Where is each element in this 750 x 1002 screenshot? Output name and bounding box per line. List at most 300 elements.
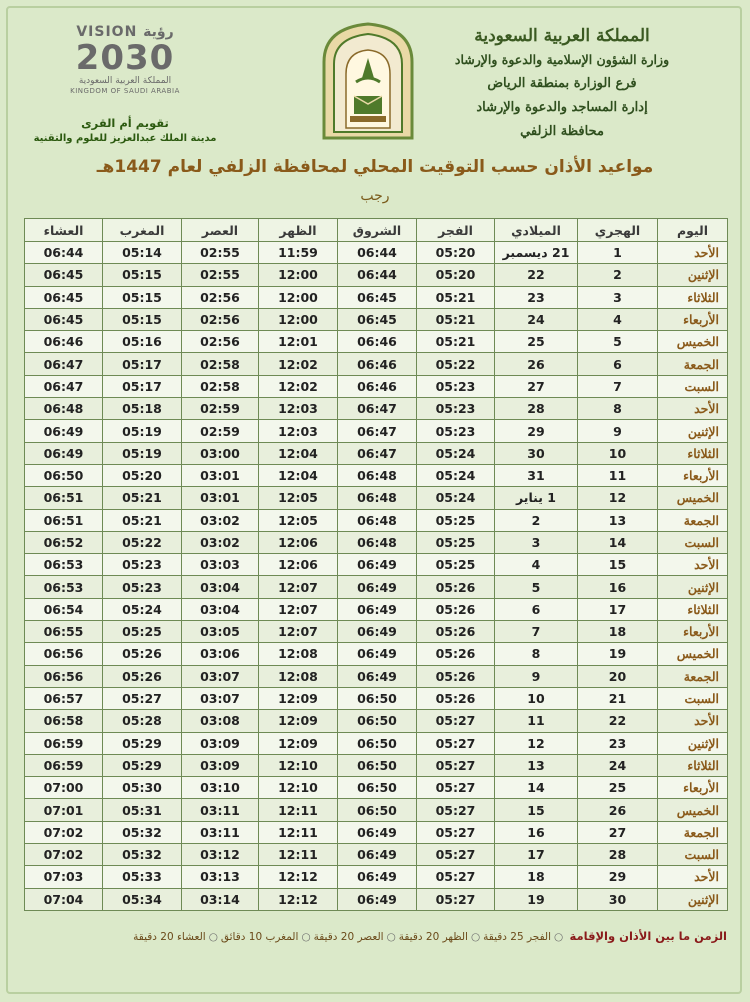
table-cell: 8 (495, 643, 578, 665)
table-cell: 12:04 (259, 442, 338, 464)
table-cell: 05:27 (417, 710, 495, 732)
table-cell: 9 (578, 420, 658, 442)
table-cell: 30 (495, 442, 578, 464)
table-cell: 16 (578, 576, 658, 598)
table-cell: 05:25 (417, 509, 495, 531)
vision-year: 2030 (75, 38, 175, 78)
day-cell: الخميس (658, 487, 728, 509)
table-cell: 5 (578, 331, 658, 353)
table-cell: 05:25 (417, 554, 495, 576)
table-row (25, 732, 728, 754)
table-cell: 6 (578, 353, 658, 375)
table-cell: 06:45 (25, 264, 103, 286)
table-cell: 05:26 (103, 643, 182, 665)
table-cell: 05:27 (417, 844, 495, 866)
table-cell: 12:10 (259, 777, 338, 799)
table-cell: 06:58 (25, 710, 103, 732)
day-cell: الأربعاء (658, 464, 728, 486)
table-cell: 06:50 (338, 687, 417, 709)
table-cell: 05:26 (417, 643, 495, 665)
table-cell: 02:59 (182, 398, 259, 420)
table-cell: 06:49 (338, 821, 417, 843)
table-cell: 16 (495, 821, 578, 843)
table-cell: 12:09 (259, 687, 338, 709)
table-cell: 05:27 (417, 888, 495, 910)
table-cell: 11 (495, 710, 578, 732)
table-cell: 05:31 (103, 799, 182, 821)
table-cell: 02:59 (182, 420, 259, 442)
ministry-emblem-icon (318, 22, 418, 140)
table-cell: 06:47 (338, 398, 417, 420)
table-cell: 02:56 (182, 331, 259, 353)
table-cell: 05:17 (103, 353, 182, 375)
table-cell: 05:26 (103, 665, 182, 687)
table-cell: 05:20 (417, 242, 495, 264)
table-cell: 11 (578, 464, 658, 486)
vision-english: KINGDOM OF SAUDI ARABIA (70, 87, 180, 95)
table-cell: 03:14 (182, 888, 259, 910)
table-cell: 05:18 (103, 398, 182, 420)
table-row (25, 308, 728, 330)
table-cell: 07:04 (25, 888, 103, 910)
day-cell: الجمعة (658, 821, 728, 843)
table-cell: 06:59 (25, 754, 103, 776)
table-cell: 21 ديسمبر (495, 242, 578, 264)
table-cell: 05:34 (103, 888, 182, 910)
table-cell: 2 (578, 264, 658, 286)
day-cell: الثلاثاء (658, 598, 728, 620)
table-cell: 03:02 (182, 531, 259, 553)
table-cell: 27 (578, 821, 658, 843)
table-cell: 03:10 (182, 777, 259, 799)
table-cell: 21 (578, 687, 658, 709)
table-cell: 06:49 (338, 888, 417, 910)
table-cell: 05:26 (417, 598, 495, 620)
table-cell: 05:22 (417, 353, 495, 375)
vision-2030-logo (60, 24, 190, 104)
column-header: الميلادي (495, 219, 578, 242)
separator-icon: ○ (301, 931, 311, 943)
day-cell: الخميس (658, 331, 728, 353)
table-cell: 05:17 (103, 375, 182, 397)
day-cell: الثلاثاء (658, 286, 728, 308)
table-cell: 03:04 (182, 598, 259, 620)
table-cell: 03:07 (182, 665, 259, 687)
table-row (25, 398, 728, 420)
table-row (25, 509, 728, 531)
table-cell: 03:05 (182, 621, 259, 643)
table-cell: 05:27 (417, 732, 495, 754)
table-cell: 05:23 (417, 398, 495, 420)
table-cell: 14 (578, 531, 658, 553)
table-cell: 05:27 (417, 754, 495, 776)
table-cell: 18 (495, 866, 578, 888)
column-header: المغرب (103, 219, 182, 242)
table-cell: 05:23 (417, 420, 495, 442)
table-cell: 02:58 (182, 353, 259, 375)
table-cell: 05:23 (417, 375, 495, 397)
day-cell: الخميس (658, 643, 728, 665)
table-cell: 03:02 (182, 509, 259, 531)
table-cell: 15 (495, 799, 578, 821)
table-cell: 29 (578, 866, 658, 888)
table-cell: 06:47 (25, 353, 103, 375)
table-cell: 06:55 (25, 621, 103, 643)
day-cell: الأحد (658, 554, 728, 576)
table-cell: 3 (578, 286, 658, 308)
table-cell: 07:02 (25, 844, 103, 866)
iqama-item: المغرب 10 دقائق (220, 931, 299, 943)
table-cell: 1 يناير (495, 487, 578, 509)
table-cell: 05:20 (103, 464, 182, 486)
table-cell: 30 (578, 888, 658, 910)
table-cell: 06:48 (338, 464, 417, 486)
day-cell: الثلاثاء (658, 754, 728, 776)
table-cell: 05:26 (417, 687, 495, 709)
table-cell: 05:20 (417, 264, 495, 286)
table-cell: 12:10 (259, 754, 338, 776)
table-cell: 03:09 (182, 754, 259, 776)
table-cell: 20 (578, 665, 658, 687)
table-cell: 05:27 (417, 821, 495, 843)
day-cell: السبت (658, 531, 728, 553)
column-header: الظهر (259, 219, 338, 242)
table-cell: 4 (578, 308, 658, 330)
table-row (25, 687, 728, 709)
table-cell: 02:56 (182, 308, 259, 330)
table-cell: 06:46 (338, 353, 417, 375)
day-cell: الإثنين (658, 420, 728, 442)
table-cell: 05:23 (103, 554, 182, 576)
table-cell: 12:06 (259, 531, 338, 553)
table-row (25, 264, 728, 286)
table-cell: 28 (495, 398, 578, 420)
table-row (25, 888, 728, 910)
table-cell: 8 (578, 398, 658, 420)
day-cell: الأحد (658, 242, 728, 264)
table-cell: 12:06 (259, 554, 338, 576)
table-cell: 23 (578, 732, 658, 754)
table-cell: 7 (578, 375, 658, 397)
header (0, 0, 750, 160)
table-cell: 07:02 (25, 821, 103, 843)
table-cell: 12:08 (259, 665, 338, 687)
column-header: الشروق (338, 219, 417, 242)
table-cell: 05:29 (103, 732, 182, 754)
column-header: العشاء (25, 219, 103, 242)
table-cell: 05:26 (417, 665, 495, 687)
table-cell: 06:52 (25, 531, 103, 553)
column-header: الهجري (578, 219, 658, 242)
table-cell: 12:00 (259, 286, 338, 308)
day-cell: الجمعة (658, 353, 728, 375)
table-cell: 06:51 (25, 487, 103, 509)
table-cell: 12:00 (259, 264, 338, 286)
table-cell: 02:55 (182, 264, 259, 286)
table-cell: 12 (495, 732, 578, 754)
table-cell: 25 (495, 331, 578, 353)
table-row (25, 420, 728, 442)
table-cell: 25 (578, 777, 658, 799)
table-cell: 22 (495, 264, 578, 286)
table-cell: 27 (495, 375, 578, 397)
table-cell: 06:45 (338, 308, 417, 330)
table-cell: 02:58 (182, 375, 259, 397)
table-cell: 06:45 (25, 286, 103, 308)
table-cell: 05:26 (417, 621, 495, 643)
day-cell: الجمعة (658, 665, 728, 687)
table-cell: 1 (578, 242, 658, 264)
table-cell: 05:22 (103, 531, 182, 553)
table-cell: 12:11 (259, 844, 338, 866)
separator-icon: ○ (386, 931, 396, 943)
table-cell: 31 (495, 464, 578, 486)
iqama-item: العشاء 20 دقيقة (133, 931, 206, 943)
table-cell: 06:46 (338, 331, 417, 353)
ministry-line-4: إدارة المساجد والدعوة والإرشاد (476, 100, 648, 115)
table-cell: 06:49 (338, 665, 417, 687)
table-cell: 05:21 (103, 509, 182, 531)
table-cell: 06:48 (338, 531, 417, 553)
table-cell: 03:08 (182, 710, 259, 732)
day-cell: الأربعاء (658, 621, 728, 643)
table-cell: 12:07 (259, 621, 338, 643)
column-header: اليوم (658, 219, 728, 242)
table-row (25, 331, 728, 353)
table-cell: 03:06 (182, 643, 259, 665)
separator-icon: ○ (554, 931, 564, 943)
table-cell: 19 (495, 888, 578, 910)
table-cell: 05:21 (103, 487, 182, 509)
table-cell: 06:49 (338, 598, 417, 620)
table-cell: 12:08 (259, 643, 338, 665)
table-header-row (25, 219, 728, 242)
table-cell: 12:12 (259, 866, 338, 888)
vision-label: VISION رؤية (76, 24, 174, 40)
table-row (25, 442, 728, 464)
table-cell: 12:07 (259, 598, 338, 620)
table-cell: 12:09 (259, 732, 338, 754)
table-cell: 12:07 (259, 576, 338, 598)
table-cell: 06:47 (338, 442, 417, 464)
table-row (25, 866, 728, 888)
day-cell: الإثنين (658, 888, 728, 910)
table-cell: 05:21 (417, 331, 495, 353)
table-cell: 06:56 (25, 643, 103, 665)
table-cell: 26 (495, 353, 578, 375)
table-cell: 6 (495, 598, 578, 620)
table-cell: 06:49 (338, 866, 417, 888)
table-row (25, 487, 728, 509)
table-cell: 06:49 (338, 554, 417, 576)
table-cell: 4 (495, 554, 578, 576)
iqama-item: الفجر 25 دقيقة (483, 931, 552, 943)
table-cell: 07:01 (25, 799, 103, 821)
table-cell: 02:55 (182, 242, 259, 264)
table-cell: 03:00 (182, 442, 259, 464)
day-cell: الخميس (658, 799, 728, 821)
table-cell: 07:00 (25, 777, 103, 799)
table-row (25, 242, 728, 264)
table-cell: 10 (495, 687, 578, 709)
table-cell: 17 (495, 844, 578, 866)
table-cell: 05:21 (417, 286, 495, 308)
table-cell: 17 (578, 598, 658, 620)
table-cell: 06:49 (338, 643, 417, 665)
separator-icon: ○ (470, 931, 481, 943)
table-cell: 06:51 (25, 509, 103, 531)
table-cell: 05:15 (103, 264, 182, 286)
table-cell: 05:14 (103, 242, 182, 264)
table-cell: 12:11 (259, 821, 338, 843)
table-cell: 06:44 (25, 242, 103, 264)
umm-alqura-credit (30, 115, 220, 147)
day-cell: السبت (658, 687, 728, 709)
table-cell: 12:02 (259, 375, 338, 397)
table-row (25, 576, 728, 598)
table-cell: 03:11 (182, 799, 259, 821)
table-cell: 13 (578, 509, 658, 531)
table-cell: 12:04 (259, 464, 338, 486)
day-cell: الأحد (658, 710, 728, 732)
table-cell: 06:49 (338, 621, 417, 643)
table-cell: 12:00 (259, 308, 338, 330)
table-cell: 05:25 (417, 531, 495, 553)
table-cell: 05:16 (103, 331, 182, 353)
table-cell: 06:49 (338, 576, 417, 598)
day-cell: الأربعاء (658, 777, 728, 799)
table-cell: 05:24 (417, 442, 495, 464)
table-cell: 12:05 (259, 487, 338, 509)
table-cell: 06:53 (25, 554, 103, 576)
iqama-item: العصر 20 دقيقة (313, 931, 384, 943)
table-cell: 03:01 (182, 464, 259, 486)
table-cell: 12:03 (259, 398, 338, 420)
table-cell: 10 (578, 442, 658, 464)
day-cell: السبت (658, 844, 728, 866)
table-cell: 24 (578, 754, 658, 776)
ministry-line-3: فرع الوزارة بمنطقة الرياض (487, 76, 637, 91)
table-cell: 03:07 (182, 687, 259, 709)
table-row (25, 531, 728, 553)
ministry-heading (432, 24, 692, 144)
table-row (25, 598, 728, 620)
table-cell: 03:04 (182, 576, 259, 598)
iqama-lead: الزمن ما بين الأذان والإقامة (569, 929, 727, 943)
table-row (25, 464, 728, 486)
table-cell: 18 (578, 621, 658, 643)
kacst-name: مدينة الملك عبدالعزيز للعلوم والتقنية (33, 133, 217, 144)
table-cell: 06:54 (25, 598, 103, 620)
table-cell: 12:02 (259, 353, 338, 375)
table-cell: 06:53 (25, 576, 103, 598)
table-cell: 03:12 (182, 844, 259, 866)
table-cell: 06:50 (338, 754, 417, 776)
table-cell: 06:47 (338, 420, 417, 442)
table-cell: 07:03 (25, 866, 103, 888)
table-cell: 05:19 (103, 420, 182, 442)
table-cell: 12:09 (259, 710, 338, 732)
table-cell: 05:24 (417, 464, 495, 486)
table-cell: 06:57 (25, 687, 103, 709)
table-cell: 06:49 (25, 420, 103, 442)
table-row (25, 286, 728, 308)
month-calligraphy: رجب (360, 188, 390, 204)
table-cell: 05:25 (103, 621, 182, 643)
vision-arabic: المملكة العربية السعودية (78, 76, 172, 86)
table-cell: 7 (495, 621, 578, 643)
table-row (25, 710, 728, 732)
table-cell: 06:44 (338, 242, 417, 264)
table-cell: 12 (578, 487, 658, 509)
table-cell: 05:32 (103, 821, 182, 843)
table-cell: 3 (495, 531, 578, 553)
table-cell: 05:30 (103, 777, 182, 799)
table-row (25, 821, 728, 843)
table-cell: 06:50 (338, 732, 417, 754)
separator-icon: ○ (208, 931, 218, 943)
table-row (25, 643, 728, 665)
table-cell: 05:15 (103, 308, 182, 330)
day-cell: الجمعة (658, 509, 728, 531)
table-cell: 05:24 (417, 487, 495, 509)
table-cell: 05:24 (103, 598, 182, 620)
table-cell: 06:48 (25, 398, 103, 420)
table-cell: 05:27 (417, 799, 495, 821)
table-cell: 06:56 (25, 665, 103, 687)
table-row (25, 554, 728, 576)
table-cell: 06:45 (25, 308, 103, 330)
table-cell: 12:01 (259, 331, 338, 353)
umm-alqura-title: تقويم أم القرى (81, 116, 169, 130)
iqama-items (133, 931, 566, 943)
table-cell: 14 (495, 777, 578, 799)
table-body (25, 242, 728, 911)
table-row (25, 353, 728, 375)
table-cell: 05:26 (417, 576, 495, 598)
table-cell: 9 (495, 665, 578, 687)
table-cell: 19 (578, 643, 658, 665)
table-cell: 05:28 (103, 710, 182, 732)
page-title: مواعيد الأذان حسب التوقيت المحلي لمحافظة الزلفي لعام 1447هـ (96, 157, 654, 177)
table-cell: 26 (578, 799, 658, 821)
table-cell: 02:56 (182, 286, 259, 308)
day-cell: الإثنين (658, 732, 728, 754)
table-cell: 29 (495, 420, 578, 442)
table-cell: 06:49 (338, 844, 417, 866)
table-row (25, 621, 728, 643)
table-row (25, 844, 728, 866)
table-cell: 03:11 (182, 821, 259, 843)
table-cell: 15 (578, 554, 658, 576)
day-cell: الأربعاء (658, 308, 728, 330)
table-cell: 5 (495, 576, 578, 598)
table-row (25, 375, 728, 397)
column-header: العصر (182, 219, 259, 242)
table-cell: 23 (495, 286, 578, 308)
table-cell: 12:11 (259, 799, 338, 821)
table-cell: 06:49 (25, 442, 103, 464)
ministry-line-2: وزارة الشؤون الإسلامية والدعوة والإرشاد (454, 52, 670, 67)
table-cell: 06:48 (338, 487, 417, 509)
day-cell: السبت (658, 375, 728, 397)
table-cell: 12:12 (259, 888, 338, 910)
iqama-note (24, 929, 727, 943)
table-cell: 06:45 (338, 286, 417, 308)
ministry-line-1: المملكة العربية السعودية (474, 26, 650, 46)
table-cell: 06:44 (338, 264, 417, 286)
table-cell: 05:23 (103, 576, 182, 598)
